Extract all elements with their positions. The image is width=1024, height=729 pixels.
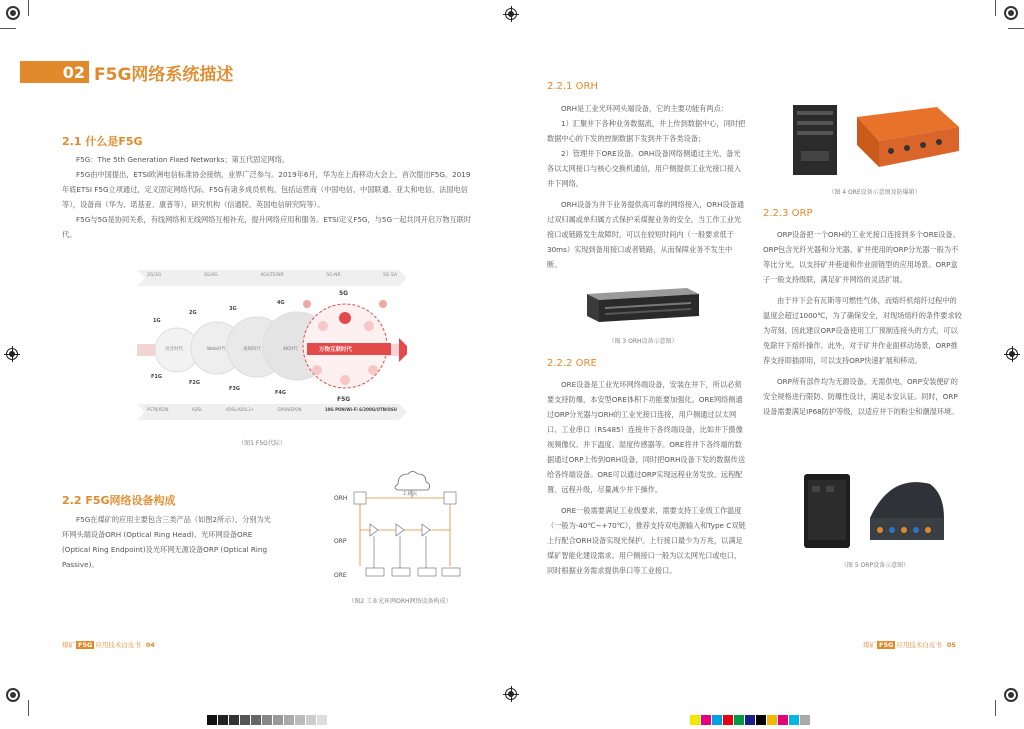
gray-swatch	[273, 715, 283, 725]
crop-line	[28, 700, 29, 716]
fig1-bottom-label: VDSL/ADSL2+	[225, 407, 255, 412]
figure-3-caption: （图 3 ORH设备示意图）	[608, 338, 678, 345]
color-swatch	[723, 715, 733, 725]
fig2-ore-label: ORE	[334, 572, 347, 579]
section-2-2-title: 2.2 F5G网络设备构成	[62, 494, 176, 507]
corner-mark-top-left	[6, 6, 20, 20]
paragraph: ORH设备为井下业务提供高可靠的网络接入，ORH设备通过双归属或单归属方式保护采煤掘业务的安全，当工作工业光接口或链路发生故障时，可以在较短时间内（一般要求低于30ms）实现到备用接口或者链路，从而保障业务不发生中断。	[547, 200, 745, 269]
color-swatch	[767, 715, 777, 725]
footer-page-number: 05	[946, 640, 956, 649]
paragraph: ORH是工业光环网头端设备，它的主要功能有两点：	[561, 104, 728, 113]
section-2-1-text	[62, 152, 476, 242]
color-swatch	[745, 715, 755, 725]
crop-line	[995, 700, 996, 716]
fig1-top-label: 5G-NR	[326, 273, 341, 278]
section-2-2-3-text	[763, 227, 963, 419]
footer-left	[62, 640, 155, 649]
crop-line	[28, 0, 29, 16]
registration-mark-left	[6, 348, 18, 360]
fig1-gen-5g: 5G	[339, 290, 349, 297]
figure-4-caption: （图 4 ORE设备示意图及防爆箱）	[828, 189, 921, 196]
chapter-title: F5G网络系统描述	[94, 64, 234, 85]
fig1-era-label: Web时代	[207, 347, 226, 352]
chapter-header	[20, 61, 233, 83]
paragraph: 由于井下会有瓦斯等可燃性气体，而熔纤机熔纤过程中的温度会超过1000℃，为了确保安全，对现场熔纤的条件要求较为苛刻，因此建议ORP设备使用工厂预制连接头的方式，可以免除井下熔纤操作。此外，对于矿井作业面移动场景，ORP推荐支持即插即用，可以支持ORP快速扩展和移动。	[763, 296, 962, 365]
paragraph: ORP设备把一个ORH的工业光接口连接到多个ORE设备。ORP包含光纤光器和分光器，矿井使用的ORP分光器一般为不等比分光，以支持矿井巷道和作业面链型的应用场景。ORP盒子一般支持级联，满足矿井网络的灵活扩展。	[763, 230, 960, 284]
gray-swatch	[251, 715, 261, 725]
figure-3-orh-device	[583, 282, 703, 326]
figure-5-caption: （图 5 ORP设备示意图）	[840, 562, 910, 569]
footer-suffix: 应用技术白皮书	[896, 641, 942, 649]
fig1-top-label: 5G SA	[383, 273, 397, 278]
section-2-2-2-text	[547, 377, 746, 578]
paragraph: 2）管理井下ORE设备。ORH设备网络侧通过主光、备光各以太网接口与核心交换机通信，用户侧提供工业光接口接入井下网络。	[547, 149, 742, 188]
footer-page-number: 04	[145, 640, 155, 649]
fig2-cloud-label: 工业云	[402, 491, 418, 497]
figure-5-orp-devices	[800, 468, 950, 554]
fig1-era-label: 语音时代	[165, 347, 183, 352]
footer-suffix: 应用技术白皮书	[95, 641, 141, 649]
corner-mark-bottom-right	[1004, 688, 1018, 702]
fig1-gen-f5g: F5G	[337, 396, 351, 403]
paragraph: F5G与5G是协同关系，有线网络和无线网络互相补充，提升网络应用和服务。ETSI定义F5G，与5G一起共同开启万物互联时代。	[62, 215, 472, 239]
footer-badge: F5G	[78, 640, 93, 649]
fig1-top-label: 2G/3G	[147, 273, 162, 278]
fig1-gen-f1g: F1G	[151, 374, 162, 380]
paragraph: F5G由中国提出，ETSI欧洲电信标准协会接纳，业界广泛参与。2019年6月，华为在上海移动大会上，首次提出F5G。2019年底ETSI F5G立项通过，定义固定网络代际。F5G有诸多成员机构，包括运营商（中国电信、中国联通、亚太和电信、法国电信等），设备商（华为、诺基亚、康普等），研究机构（信通院、英国电信研究院等）。	[62, 170, 471, 209]
fig2-orp-label: ORP	[334, 538, 347, 545]
fig1-gen-2g: 2G	[189, 310, 197, 316]
gray-swatch	[207, 715, 217, 725]
figure-2-network-topology	[334, 470, 474, 585]
fig1-gen-4g: 4G	[277, 300, 285, 306]
section-2-2-1-title: 2.2.1 ORH	[547, 81, 598, 92]
gray-swatch	[306, 715, 316, 725]
color-swatch	[690, 715, 700, 725]
color-swatch	[756, 715, 766, 725]
fig1-top-label: 4G/LTE/NR	[260, 273, 284, 278]
crop-line	[0, 28, 16, 29]
orp-device-images	[800, 468, 950, 554]
gray-swatch	[240, 715, 250, 725]
paragraph: F5G：The 5th Generation Fixed Networks；第五代固定网络。	[76, 155, 290, 164]
footer-prefix: 煤矿	[62, 641, 75, 649]
orh-device-image	[583, 282, 703, 326]
registration-mark-top-left	[505, 8, 517, 20]
fig1-bottom-row	[147, 407, 397, 412]
paragraph: ORE一般需要满足工业级要求，需要支持工业级工作温度（一般为-40℃~+70℃），推荐支持双电源输入和Type C双链上行配合ORH设备实现光保护。上行接口最少为万兆，以满足煤矿智能化建设需求。用户侧接口一般为以太网光口或电口，同时根据业务需求提供串口等工业接口。	[547, 506, 746, 575]
gray-swatch	[229, 715, 239, 725]
fig1-era-label: 视频时代	[243, 347, 261, 352]
color-swatch	[800, 715, 810, 725]
fig1-top-label: 3G/4G	[203, 273, 218, 278]
gray-swatch	[218, 715, 228, 725]
section-2-2-1-text	[547, 101, 746, 272]
footer-right	[863, 640, 956, 649]
figure-2-caption: （图2 工业光环网ORH网络设备构成）	[348, 598, 452, 605]
footer-badge: F5G	[879, 640, 894, 649]
color-swatch	[778, 715, 788, 725]
section-2-1-title: 2.1 什么是F5G	[62, 135, 143, 148]
fig1-bottom-label: 10G PON/Wi-Fi 6/200G/OTN/OSU	[324, 407, 397, 412]
fig1-bottom-label: ADSL	[191, 407, 203, 412]
gray-swatch	[262, 715, 272, 725]
corner-mark-bottom-left	[6, 688, 20, 702]
registration-mark-right	[1006, 348, 1018, 360]
paragraph: 1）汇聚井下各种业务数据流，井上传到数据中心，同时把数据中心的下发的控制数据下发到井下各类设备；	[547, 119, 746, 143]
figure-1-caption: （图1 F5G代际）	[238, 440, 286, 447]
color-swatch	[701, 715, 711, 725]
chapter-number: 02	[62, 62, 85, 82]
section-2-2-2-title: 2.2.2 ORE	[547, 358, 597, 369]
color-swatch	[712, 715, 722, 725]
color-swatch	[789, 715, 799, 725]
fig1-gen-f4g: F4G	[275, 390, 286, 396]
fig1-gen-f2g: F2G	[189, 380, 200, 386]
fig1-top-row	[147, 273, 397, 278]
gray-swatch	[284, 715, 294, 725]
fig1-bottom-label: GPON/EPON	[277, 407, 302, 412]
gray-swatch	[317, 715, 327, 725]
footer-prefix: 煤矿	[863, 641, 876, 649]
section-2-2-text: F5G在煤矿的应用主要包含三类产品（如图2所示），分别为光环网头端设备ORH (Optical Ring Head)、光环网设备ORE (Optical Ring Endpoint)及光环网无源设备ORP (Optical Ring Passive)。	[62, 515, 271, 569]
crop-line	[995, 0, 996, 16]
fig1-gen-f3g: F3G	[229, 386, 240, 392]
fig2-orh-label: ORH	[334, 495, 348, 502]
fig1-era-label-highlight: 万物互联时代	[319, 347, 353, 353]
section-2-2-3-title: 2.2.3 ORP	[763, 208, 813, 219]
color-swatch	[734, 715, 744, 725]
gray-swatch	[295, 715, 305, 725]
paragraph: ORP所有部件均为无源设备，无需供电，ORP安装便矿的安全规格进行限防、防爆性设计，满足本安认证。同时，ORP设备需要满足IP68防护等级，以适应井下的粉尘和潮湿环境。	[763, 377, 959, 416]
registration-mark-bottom	[505, 688, 517, 700]
fig1-bottom-label: PSTN/ISDN	[147, 407, 169, 412]
ore-device-images	[787, 101, 962, 181]
fig1-era-label: 4K时代	[283, 347, 298, 352]
chapter-number-badge	[20, 61, 89, 83]
paragraph: ORE设备是工业光环网终端设备，安装在井下，所以必须要支持防爆，本安型ORE体积下功能要加强化。ORE网络侧通过ORP分光器与ORH的工业光接口连接，用户侧通过以太网口、工业串口（RS485）连接井下各终端设备，比如井下摄像视频像仪、井下温度、湿度传感器等。ORE将井下各终端的数据通过ORP上传到ORH设备，同时把ORH设备下发的数据传送给各终端设备。ORE可以通过ORP实现远程业务发放、远程配置、远程升级，尽量减少井下操作。	[547, 380, 746, 494]
figure-4-ore-devices	[787, 101, 962, 181]
crop-line	[1008, 28, 1024, 29]
fig1-gen-1g: 1G	[153, 318, 161, 324]
figure-2-graphic	[334, 470, 474, 585]
corner-mark-top-right	[1004, 6, 1018, 20]
fig1-gen-3g: 3G	[229, 306, 237, 312]
figure-1-f5g-generations	[137, 270, 407, 430]
